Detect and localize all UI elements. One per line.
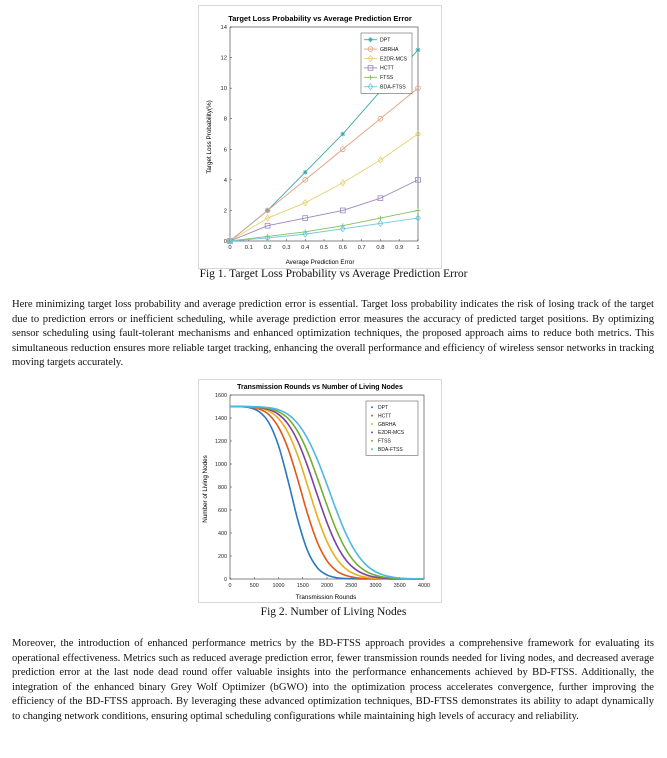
legend-label-dpt: DPT [380, 37, 391, 44]
legend-label-hctt: HCTT [378, 413, 392, 420]
x-tick-label: 4000 [418, 583, 430, 589]
legend-swatch-bda-ftss [371, 448, 373, 450]
x-tick-label: 1500 [296, 583, 309, 589]
body-paragraph-2: Moreover, the introduction of enhanced performance metrics by the BD-FTSS approach provides a comprehensive framework for evaluating its operational effectiveness. Metrics such as reduced average prediction error, fewer transmission rounds needed for living nodes, and decreased average prediction error at the last node dead round offer valuable insights into the performance enhancements achieved by BD-FTSS. Additionally, the integration of the enhanced binary Grey Wolf Optimizer (bGWO) into the optimization process accelerates convergence, further improving the efficiency of the BD-FTSS approach. By leveraging these advanced optimization techniques, BD-FTSS demonstrates its ability to adapt dynamically to changing network conditions, ensuring optimal scheduling configurations while maintaining high levels of accuracy and reliability. [12, 638, 654, 722]
x-tick-label: 0.2 [263, 245, 272, 251]
y-tick-label: 4 [223, 177, 227, 184]
legend-swatch-e2dr-mcs [371, 431, 373, 433]
legend-label-dpt: DPT [378, 405, 388, 411]
legend-swatch-ftss [371, 440, 373, 442]
y-tick-label: 2 [223, 208, 227, 215]
x-tick-label: 0.9 [395, 245, 404, 251]
x-tick-label: 2500 [345, 583, 358, 589]
figure-2-chart [198, 379, 442, 603]
body-paragraph-1: Here minimizing target loss probability and average prediction error is essential. Target loss probability indicates the risk of losing track of the target due to prediction errors or inefficient scheduling, while average prediction error measures the accuracy of predicted target positions. By optimizing sensor scheduling using fault-tolerant mechanisms and enhanced optimization techniques, the proposed approach aims to reduce both metrics. This simultaneous reduction ensures more reliable target tracking, enhancing the overall performance and efficiency of wireless sensor networks in tracking moving targets accurately. [12, 299, 654, 369]
y-tick-label: 10 [220, 86, 227, 93]
y-tick-label: 6 [223, 147, 227, 154]
x-tick-label: 500 [249, 583, 259, 589]
figure-2-caption: Fig 2. Number of Living Nodes [260, 606, 407, 618]
x-tick-label: 1000 [272, 583, 285, 589]
x-tick-label: 0.8 [376, 245, 385, 251]
y-tick-label: 1200 [215, 439, 227, 445]
legend-label-ftss: FTSS [378, 438, 391, 445]
y-tick-label: 1600 [215, 393, 227, 399]
figure-1-chart [198, 5, 442, 269]
legend-label-bda-ftss: BDA-FTSS [380, 84, 406, 91]
y-tick-label: 200 [218, 554, 227, 560]
y-tick-label: 400 [218, 531, 227, 537]
y-tick-label: 14 [220, 25, 227, 31]
data-point-dpt [340, 132, 345, 137]
y-tick-label: 8 [223, 116, 227, 123]
figure-2-title: Transmission Rounds vs Number of Living Nodes [237, 384, 403, 391]
x-tick-label: 0.4 [301, 245, 310, 251]
y-tick-label: 1400 [215, 416, 227, 422]
y-tick-label: 600 [218, 508, 227, 514]
legend-label-ftss: FTSS [380, 75, 394, 82]
legend-label-bda-ftss: BDA-FTSS [378, 447, 403, 453]
y-tick-label: 0 [223, 239, 227, 245]
y-tick-label: 1000 [215, 462, 227, 468]
legend-swatch-dpt [371, 406, 373, 408]
x-tick-label: 0 [228, 583, 232, 589]
data-point-dpt [416, 48, 421, 53]
x-tick-label: 3500 [393, 583, 406, 589]
x-tick-label: 3000 [369, 583, 382, 589]
legend-label-hctt: HCTT [380, 65, 394, 72]
x-tick-label: 0.1 [244, 245, 253, 251]
x-tick-label: 2000 [321, 583, 333, 589]
y-tick-label: 800 [218, 485, 227, 491]
figure-1-ylabel: Target Loss Probability(%) [206, 100, 213, 174]
figure-2-xlabel: Transmission Rounds [295, 594, 357, 601]
data-point-dpt [303, 170, 308, 175]
legend-swatch-gbrha [371, 423, 373, 425]
legend-swatch-hctt [371, 415, 373, 417]
legend-label-gbrha: GBRHA [380, 46, 399, 53]
x-tick-label: 0.3 [282, 245, 291, 251]
figure-1-title: Target Loss Probability vs Average Prediction Error [228, 14, 412, 23]
figure-1-caption: Fig 1. Target Loss Probability vs Average Prediction Error [199, 268, 468, 280]
x-tick-label: 1 [416, 245, 420, 251]
legend-label-e2dr-mcs: E2DR-MCS [380, 56, 408, 63]
x-tick-label: 0 [228, 245, 232, 251]
x-tick-label: 0.6 [338, 245, 347, 251]
x-tick-label: 0.5 [319, 245, 329, 251]
legend-label-e2dr-mcs: E2DR-MCS [378, 430, 405, 437]
figure-1-xlabel: Average Prediction Error [285, 259, 355, 266]
legend-marker-dpt [368, 37, 373, 42]
figure-2-ylabel: Number of Living Nodes [202, 455, 209, 523]
legend-label-gbrha: GBRHA [378, 421, 396, 428]
y-tick-label: 12 [220, 55, 227, 62]
x-tick-label: 0.7 [357, 245, 366, 251]
y-tick-label: 0 [224, 577, 227, 583]
